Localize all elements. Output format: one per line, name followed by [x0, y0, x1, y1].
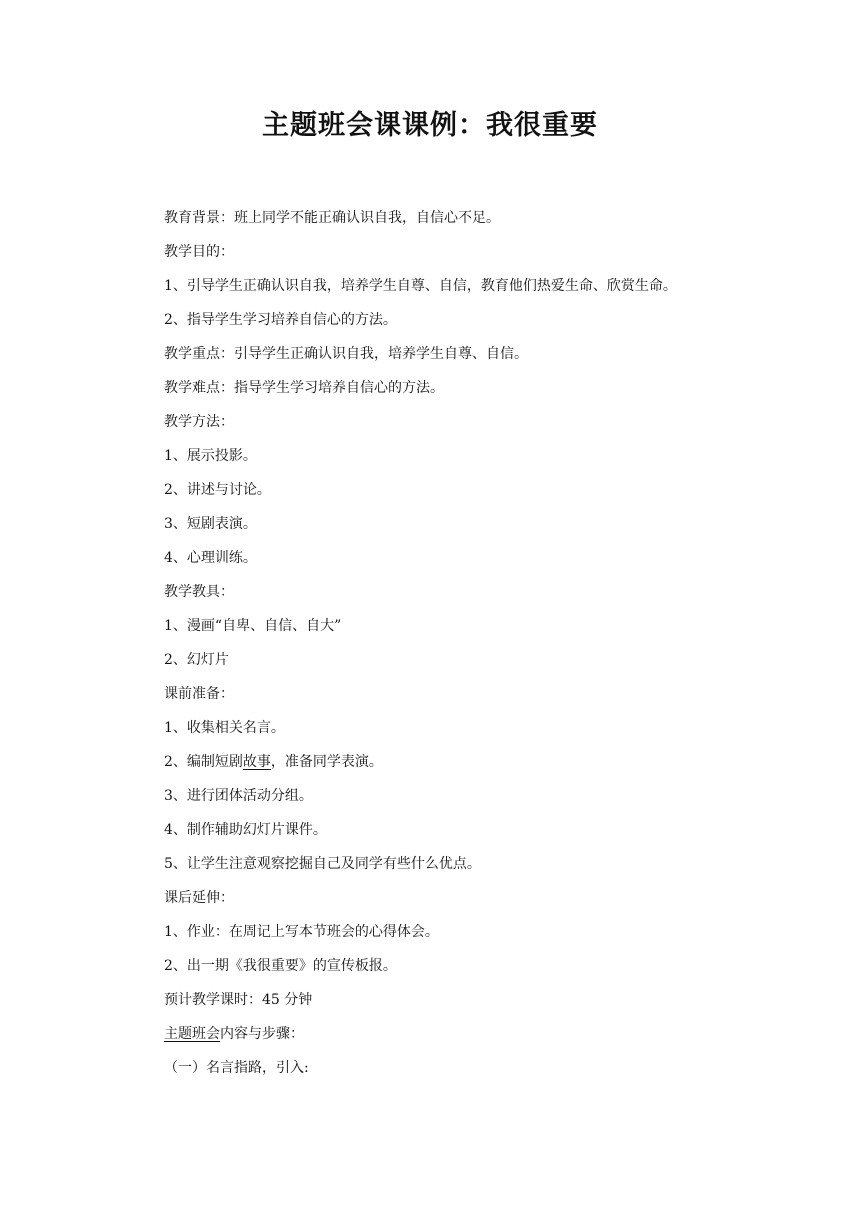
- text-line: 教学教具：: [164, 584, 234, 600]
- text-line: 2、出一期《我很重要》的宣传板报。: [164, 958, 397, 974]
- text-line: 3、进行团体活动分组。: [164, 788, 313, 804]
- text-line: 4、制作辅助幻灯片课件。: [164, 822, 327, 838]
- text-segment: 2、编制短剧: [164, 754, 243, 770]
- text-line: （一）名言指路，引入:: [164, 1060, 309, 1076]
- text-line: 教学方法：: [164, 414, 234, 430]
- text-line: 1、收集相关名言。: [164, 720, 285, 736]
- underlined-link[interactable]: 主题班会: [164, 1026, 220, 1042]
- text-line: 1、引导学生正确认识自我，培养学生自尊、自信，教育他们热爱生命、欣赏生命。: [164, 278, 677, 294]
- text-line: 课前准备：: [164, 686, 234, 702]
- text-line: [164, 745, 764, 779]
- document-title: 主题班会课课例：我很重要: [262, 110, 598, 141]
- text-line: 1、展示投影。: [164, 448, 257, 464]
- text-line: 预计教学课时：45 分钟: [164, 992, 313, 1008]
- document-body: [164, 201, 764, 1085]
- text-segment: ，准备同学表演。: [270, 754, 383, 770]
- text-line: 教学难点：指导学生学习培养自信心的方法。: [164, 380, 444, 396]
- text-line: 2、讲述与讨论。: [164, 482, 271, 498]
- text-line: 3、短剧表演。: [164, 516, 257, 532]
- text-line: 5、让学生注意观察挖掘自己及同学有些什么优点。: [164, 856, 481, 872]
- text-line: 1、漫画“自卑、自信、自大”: [164, 618, 342, 634]
- text-line: 1、作业：在周记上写本节班会的心得体会。: [164, 924, 439, 940]
- text-segment: 内容与步骤：: [220, 1026, 304, 1042]
- text-line: 教育背景：班上同学不能正确认识自我，自信心不足。: [164, 210, 500, 226]
- text-line: 教学目的：: [164, 244, 234, 260]
- text-line: 4、心理训练。: [164, 550, 257, 566]
- text-line: 2、幻灯片: [164, 652, 229, 668]
- text-line: 教学重点：引导学生正确认识自我，培养学生自尊、自信。: [164, 346, 528, 362]
- text-line: 课后延伸：: [164, 890, 234, 906]
- text-line: [164, 1017, 764, 1051]
- text-line: 2、指导学生学习培养自信心的方法。: [164, 312, 397, 328]
- underlined-link[interactable]: 故事: [242, 754, 271, 770]
